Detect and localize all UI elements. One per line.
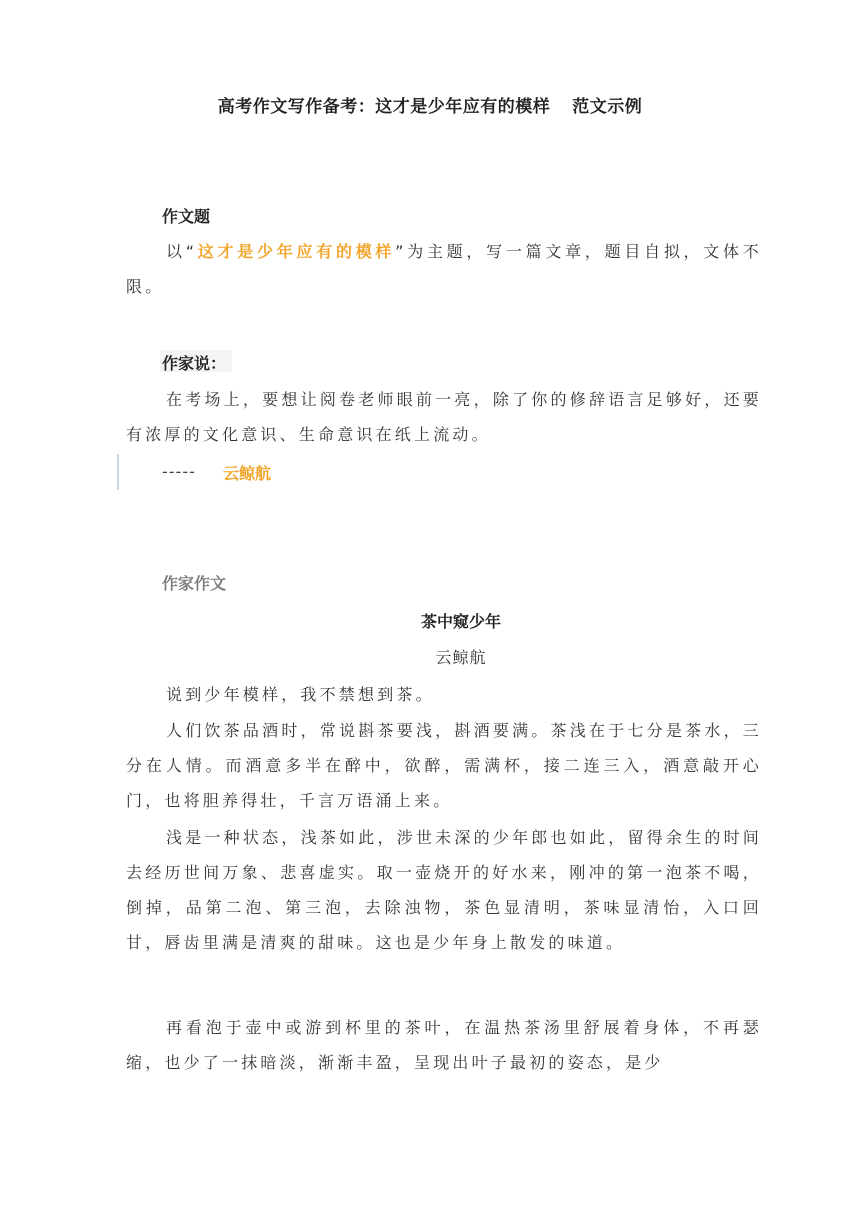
prompt-heading: 作文题 — [162, 207, 211, 226]
prompt-before: 以“ — [166, 242, 198, 261]
prompt-after: ”为主题，写一篇文章，题目自拟，文体不限。 — [126, 242, 762, 296]
quote-bar — [117, 454, 119, 490]
essay-paragraph-1: 说到少年模样，我不禁想到茶。 — [166, 685, 435, 704]
essay-paragraph-2: 人们饮茶品酒时，常说斟茶要浅，斟酒要满。茶浅在于七分是茶水，三分在人情。而酒意多半在醉中，欲醉，需满杯，接二连三入，酒意敲开心门，也将胆养得壮，千言万语涌上来。 — [126, 721, 762, 810]
essay-paragraph-3: 浅是一种状态，浅茶如此，涉世未深的少年郎也如此，留得余生的时间去经历世间万象、悲喜虚实。取一壶烧开的好水来，刚冲的第一泡茶不喝，倒掉，品第二泡、第三泡，去除浊物，茶色显清明，茶味显清怡，入口回甘，唇齿里满是清爽的甜味。这也是少年身上散发的味道。 — [126, 828, 762, 952]
signature-name: 云鲸航 — [223, 464, 272, 483]
essay-author: 云鲸航 — [435, 648, 487, 667]
essay-title: 茶中窥少年 — [420, 612, 501, 631]
essay-paragraph-4: 再看泡于壶中或游到杯里的茶叶，在温热茶汤里舒展着身体，不再瑟缩，也少了一抹暗淡，渐渐丰盈，呈现出叶子最初的姿态，是少 — [126, 1018, 762, 1072]
prompt-paragraph — [126, 234, 762, 304]
document-title — [0, 92, 860, 117]
writer-quote: 在考场上，要想让阅卷老师眼前一亮，除了你的修辞语言足够好，还要有浓厚的文化意识、生命意识在纸上流动。 — [126, 390, 762, 444]
document-title-main: 高考作文写作备考：这才是少年应有的模样 — [217, 97, 551, 117]
prompt-highlight: 这才是少年应有的模样 — [197, 242, 396, 261]
document-title-sub: 范文示例 — [572, 97, 643, 117]
signature-dash: ----- — [162, 462, 196, 481]
writer-heading: 作家说： — [162, 354, 227, 373]
essay-label: 作家作文 — [162, 574, 227, 593]
